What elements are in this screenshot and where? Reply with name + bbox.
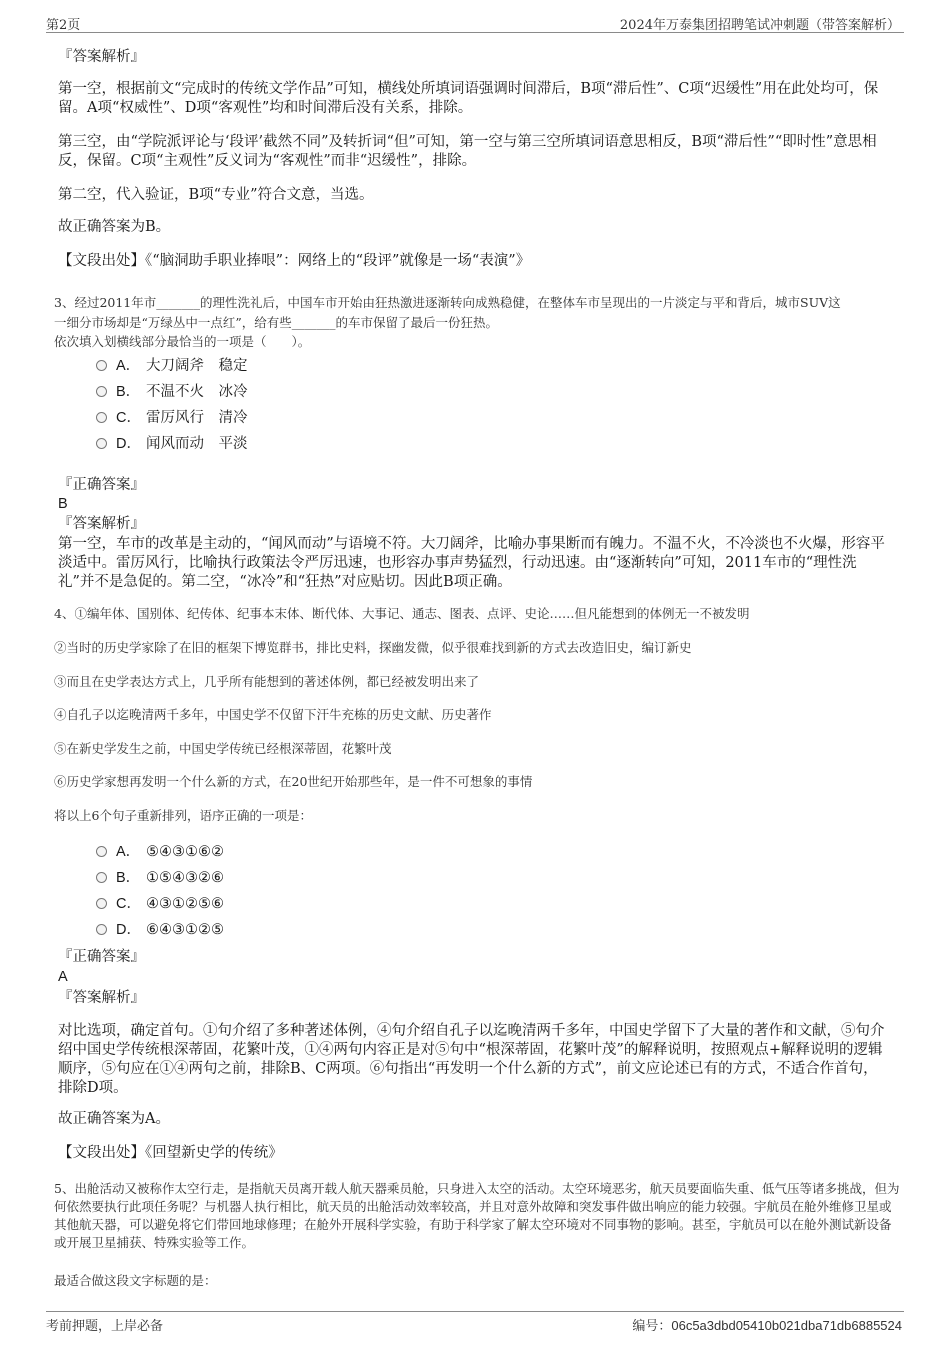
q3-analysis-label: 『答案解析』 (58, 516, 145, 532)
q4-option-b[interactable]: B． ①⑤④③②⑥ (96, 868, 224, 888)
radio-icon[interactable] (96, 438, 107, 449)
radio-icon[interactable] (96, 360, 107, 371)
q3-answer: B (58, 496, 68, 512)
page-footer (46, 1311, 904, 1334)
q4-source: 【文段出处】《回望新史学的传统》 (58, 1145, 283, 1161)
q4-conclusion: 故正确答案为A。 (58, 1111, 170, 1127)
q3-option-b[interactable]: B． 不温不火 冰冷 (96, 382, 248, 402)
q2-conclusion: 故正确答案为B。 (58, 219, 171, 235)
q4-sentence-5: ⑤在新史学发生之前，中国史学传统已经根深蒂固，花繁叶茂 (54, 741, 392, 756)
q3-option-d[interactable]: D． 闻风而动 平淡 (96, 434, 248, 454)
q3-stem-line1: 3、经过2011年市_______的理性洗礼后，中国车市开始由狂热激进逐渐转向成熟稳健，在整体车市呈现出的一片淡定与平和背后，城市SUV这 (54, 295, 841, 310)
radio-icon[interactable] (96, 386, 107, 397)
q3-stem-line2: 一细分市场却是“万绿丛中一点红”，给有些_______的车市保留了最后一份狂热。 (54, 315, 499, 330)
q4-analysis-label: 『答案解析』 (58, 990, 145, 1006)
q5-stem: 5、出舱活动又被称作太空行走，是指航天员离开载人航天器乘员舱，只身进入太空的活动。太空环境恶劣，航天员要面临失重、低气压等诸多挑战，但为何依然要执行此项任务呢？与机器人执行相比，航天员的出舱活动效率较高，并且对意外故障和突发事件做出响应的能力较强。宇航员在舱外维修卫星或其他航天器，可以避免将它们带回地球修理；在舱外开展科学实验，有助于科学家了解太空环境对不同事物的影响。甚至，宇航员可以在舱外测试新设备或开展卫星捕获、特殊实验等工作。 (54, 1181, 900, 1250)
radio-icon[interactable] (96, 924, 107, 935)
q5-prompt: 最适合做这段文字标题的是： (54, 1273, 217, 1288)
q2-analysis-p1: 第一空，根据前文“完成时的传统文学作品”可知，横线处所填词语强调时间滞后，B项“滞后性”、C项“迟缓性”用在此处均可，保留。A项“权威性”、D项“客观性”均和时间滞后没有关系，排除。 (58, 81, 879, 116)
footer-slogan: 考前押题，上岸必备 (46, 1319, 164, 1334)
q2-analysis-p2: 第三空，由“学院派评论与‘段评’截然不同”及转折词“但”可知，第一空与第三空所填词语意思相反，B项“滞后性”“即时性”意思相反，保留。C项“主观性”反义词为“客观性”而非“迟缓性”，排除。 (58, 134, 877, 169)
q3-option-a[interactable]: A． 大刀阔斧 稳定 (96, 356, 248, 376)
q4-option-c[interactable]: C． ④③①②⑤⑥ (96, 894, 224, 914)
q3-correct-label: 『正确答案』 (58, 477, 145, 493)
q4-sentence-3: ③而且在史学表达方式上，几乎所有能想到的著述体例，都已经被发明出来了 (54, 674, 480, 689)
radio-icon[interactable] (96, 412, 107, 423)
document-code: 编号：06c5a3dbd05410b021dba71db6885524 (632, 1318, 902, 1333)
radio-icon[interactable] (96, 898, 107, 909)
q4-sentence-4: ④自孔子以迄晚清两千多年，中国史学不仅留下汗牛充栋的历史文献、历史著作 (54, 707, 492, 722)
q2-analysis-label: 『答案解析』 (58, 49, 145, 65)
q3-analysis: 第一空，车市的改革是主动的，“闻风而动”与语境不符。大刀阔斧，比喻办事果断而有魄力。不温不火，不冷淡也不火爆，形容平淡适中。雷厉风行，比喻执行政策法令严厉迅速，也形容办事声势猛烈，行动迅速。由“逐渐转向”可知，2011车市的“理性洗礼”并不是急促的。第二空，“冰冷”和“狂热”对应贴切。因此B项正确。 (58, 536, 885, 590)
q4-prompt: 将以上6个句子重新排列，语序正确的一项是： (54, 808, 312, 823)
page-header (46, 12, 904, 33)
radio-icon[interactable] (96, 846, 107, 857)
q4-option-d[interactable]: D． ⑥④③①②⑤ (96, 920, 224, 940)
q4-answer: A (58, 969, 68, 985)
page-number: 第2页 (46, 18, 81, 33)
document-title: 2024年万泰集团招聘笔试冲刺题（带答案解析） (619, 18, 900, 33)
q4-sentence-6: ⑥历史学家想再发明一个什么新的方式，在20世纪开始那些年，是一件不可想象的事情 (54, 774, 533, 789)
q2-analysis-p3: 第二空，代入验证，B项“专业”符合文意，当选。 (58, 187, 374, 203)
q4-analysis: 对比选项，确定首句。①句介绍了多种著述体例，④句介绍自孔子以迄晚清两千多年，中国史学留下了大量的著作和文献，⑤句介绍中国史学传统根深蒂固，花繁叶茂，①④两句内容正是对⑤句中“根深蒂固，花繁叶茂”的解释说明，按照观点+解释说明的逻辑顺序，⑤句应在①④两句之前，排除B、C两项。⑥句指出“再发明一个什么新的方式”，前文应论述已有的方式，不适合作首句，排除D项。 (58, 1023, 885, 1096)
q4-sentence-2: ②当时的历史学家除了在旧的框架下博览群书，排比史料，探幽发微，似乎很难找到新的方式去改造旧史，编订新史 (54, 640, 692, 655)
q4-sentence-1: 4、①编年体、国别体、纪传体、纪事本末体、断代体、大事记、通志、图表、点评、史论……但凡能想到的体例无一不被发明 (54, 606, 750, 621)
q3-option-c[interactable]: C． 雷厉风行 清冷 (96, 408, 248, 428)
q4-correct-label: 『正确答案』 (58, 949, 145, 965)
q3-stem-prompt: 依次填入划横线部分最恰当的一项是（ ）。 (54, 334, 311, 349)
q4-option-a[interactable]: A． ⑤④③①⑥② (96, 842, 224, 862)
q2-source: 【文段出处】《“脑洞助手职业捧哏”：网络上的“段评”就像是一场“表演”》 (58, 253, 531, 269)
radio-icon[interactable] (96, 872, 107, 883)
